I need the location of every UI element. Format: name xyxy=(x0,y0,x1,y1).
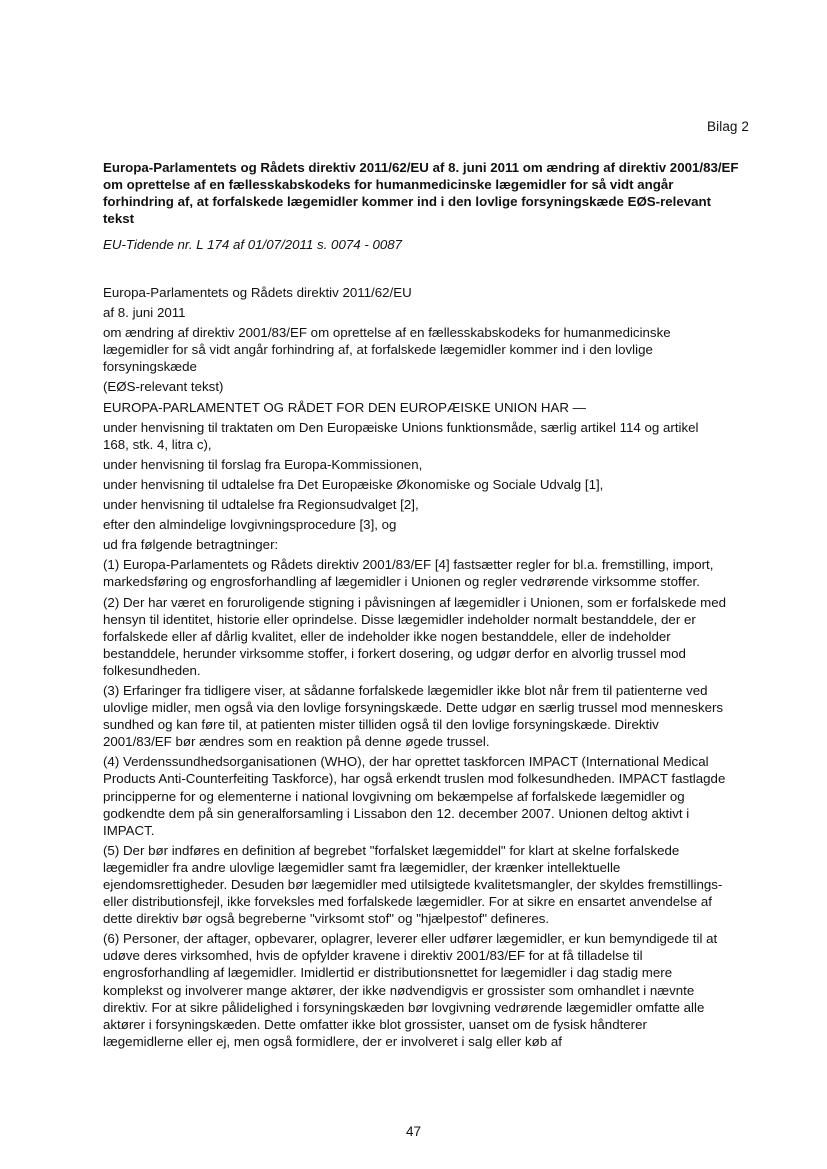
recital-paragraph: (4) Verdenssundhedsorganisationen (WHO), der har oprettet taskforcen IMPACT (International Medical Products Anti-Counterfeiting Taskforce), har også erkendt truslen mod folkesundheden. IMPACT fastlagde principperne for og elementerne i national lovgivning om bekæmpelse af forfalskede lægemidler og godkendte dem på sin generalforsamling i Lissabon den 12. december 2007. Unionen deltog aktivt i IMPACT. xyxy=(103,754,726,838)
paragraph: EUROPA-PARLAMENTET OG RÅDET FOR DEN EUROPÆISKE UNION HAR — xyxy=(103,399,586,415)
paragraph: under henvisning til traktaten om Den Europæiske Unions funktionsmåde, særlig artikel 114 og artikel 168, stk. 4, litra c), xyxy=(103,419,699,452)
paragraph: (EØS-relevant tekst) xyxy=(103,379,224,395)
paragraph: om ændring af direktiv 2001/83/EF om oprettelse af en fællesskabskodeks for humanmedicinske lægemidler for så vidt angår forhindring af, at forfalskede lægemidler kommer ind i den lovlige forsyningskæde xyxy=(103,325,671,375)
paragraph: efter den almindelige lovgivningsprocedure [3], og xyxy=(103,517,397,533)
source-reference: EU-Tidende nr. L 174 af 01/07/2011 s. 0074 - 0087 xyxy=(103,237,403,252)
document-body xyxy=(103,284,728,1053)
recital-paragraph: (6) Personer, der aftager, opbevarer, oplagrer, leverer eller udfører lægemidler, er kun bemyndigede til at udøve deres virksomhed, hvis de opfylder kravene i direktiv 2001/83/EF for at få tilladelse til engrosforhandling af lægemidler. Imidlertid er distributionsnettet for lægemidler i dag stadig mere komplekst og involverer mange aktører, der ikke nødvendigvis er grossister som omhandlet i nævnte direktiv. For at sikre pålidelighed i forsyningskæden bør lovgivning vedrørende lægemidler omfatte alle aktører i forsyningskæden. Dette omfatter ikke blot grossister, uanset om de fysisk håndterer lægemidlerne eller ej, men også formidlere, der er involveret i salg eller køb af xyxy=(103,931,718,1049)
paragraph: Europa-Parlamentets og Rådets direktiv 2011/62/EU xyxy=(103,285,412,300)
paragraph: under henvisning til forslag fra Europa-Kommissionen, xyxy=(103,456,423,472)
paragraph: ud fra følgende betragtninger: xyxy=(103,537,279,553)
paragraph: under henvisning til udtalelse fra Regionsudvalget [2], xyxy=(103,497,419,513)
document-title: Europa-Parlamentets og Rådets direktiv 2011/62/EU af 8. juni 2011 om ændring af direktiv 2001/83/EF om oprettelse af en fællesskabskodeks for humanmedicinske lægemidler for så vidt angår forhindring af, at forfalskede lægemidler kommer ind i den lovlige forsyningskæde EØS-relevant tekst xyxy=(103,160,739,226)
recital-paragraph: (3) Erfaringer fra tidligere viser, at sådanne forfalskede lægemidler ikke blot når frem til patienterne ved ulovlige midler, men også via den lovlige forsyningskæde. Dette udgør en særlig trussel mod menneskers sundhed og kan føre til, at patienten mister tilliden også til den lovlige forsyningskæde. Direktiv 2001/83/EF bør ændres som en reaktion på denne øgede trussel. xyxy=(103,682,724,750)
recital-paragraph: (1) Europa-Parlamentets og Rådets direktiv 2001/83/EF [4] fastsætter regler for bl.a. fremstilling, import, markedsføring og engrosforhandling af lægemidler i Unionen og regler vedrørende virksomme stoffer. xyxy=(103,557,714,590)
recital-paragraph: (5) Der bør indføres en definition af begrebet "forfalsket lægemiddel" for klart at skelne forfalskede lægemidler fra andre ulovlige lægemidler samt fra lægemidler, der krænker intellektuelle ejendomsrettigheder. Desuden bør lægemidler med utilsigtede kvalitetsmangler, der skyldes fremstillings- eller distributionsfejl, ikke forveksles med forfalskede lægemidler. For at sikre en ensartet anvendelse af dette direktiv bør også begreberne "virksomt stof" og "hjælpestof" defineres. xyxy=(103,842,723,927)
recital-paragraph: (2) Der har været en foruroligende stigning i påvisningen af lægemidler i Unionen, som er forfalskede med hensyn til identitet, historie eller oprindelse. Disse lægemidler indeholder normalt bestanddele, der er forfalskede eller af dårlig kvalitet, eller de indeholder ikke nogen bestanddele, eller de indeholder bestanddele, herunder virksomme stoffer, i forkert dosering, og udgør derfor en alvorlig trussel mod folkesundheden. xyxy=(103,594,727,678)
page-number: 47 xyxy=(405,1124,422,1139)
paragraph: under henvisning til udtalelse fra Det Europæiske Økonomiske og Sociale Udvalg [1], xyxy=(103,476,604,492)
paragraph: af 8. juni 2011 xyxy=(103,305,186,321)
appendix-label: Bilag 2 xyxy=(707,119,749,134)
